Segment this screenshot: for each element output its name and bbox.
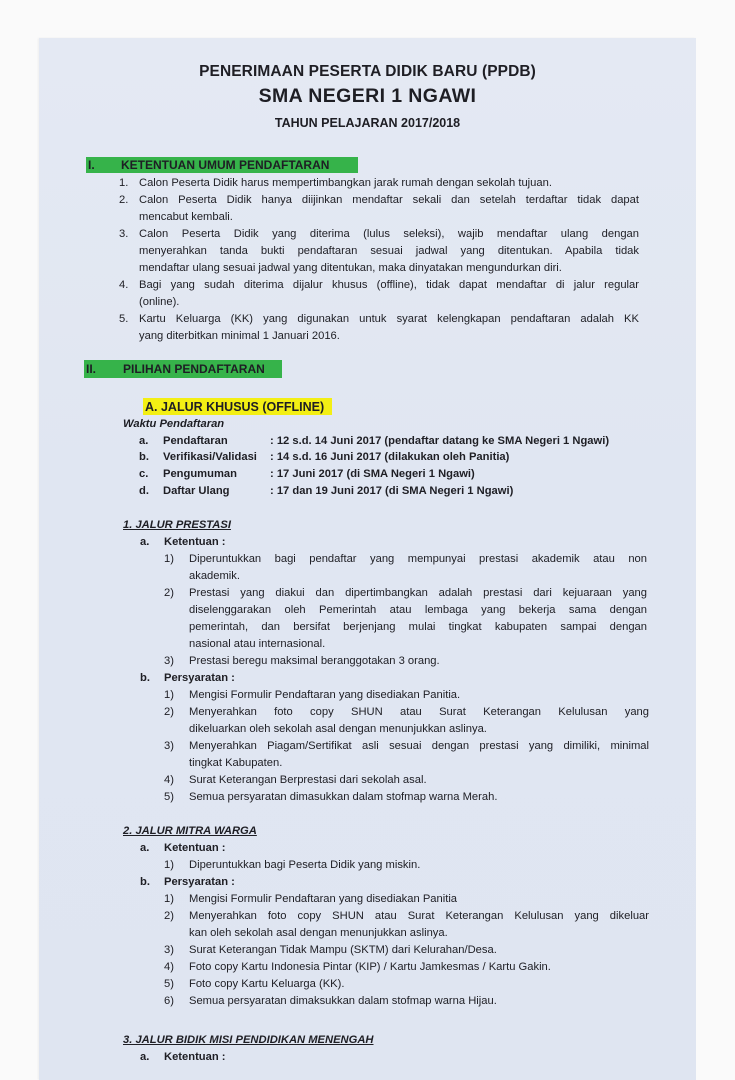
schedule-value: : 17 dan 19 Juni 2017 (di SMA Negeri 1 Ngawi)	[270, 485, 514, 497]
jalur1-persyaratan-item-num: 5)	[164, 791, 174, 803]
jalur1-persyaratan-item-num: 4)	[164, 774, 174, 786]
jalur2-title: 2. JALUR MITRA WARGA	[123, 825, 257, 837]
jalur1-persyaratan-item-line: Mengisi Formulir Pendaftaran yang disediakan Panitia.	[189, 689, 461, 701]
jalur1-ketentuan-item-line: Prestasi yang diakui dan dipertimbangkan adalah prestasi dari kejuaraan yang	[189, 587, 647, 599]
section-1-number: I.	[88, 158, 95, 172]
document-title: PENERIMAAN PESERTA DIDIK BARU (PPDB)	[199, 63, 536, 80]
section-2-number: II.	[86, 362, 97, 376]
schedule-letter: b.	[139, 451, 149, 463]
jalur1-persyaratan-item-num: 1)	[164, 689, 174, 701]
schedule-value: : 12 s.d. 14 Juni 2017 (pendaftar datang ke SMA Negeri 1 Ngawi)	[270, 435, 610, 447]
section-1-item-num: 2.	[119, 194, 129, 206]
schedule-label: Verifikasi/Validasi	[163, 451, 257, 463]
schedule-label: Pengumuman	[163, 468, 237, 480]
section-1-item-line: mencabut kembali.	[139, 211, 233, 223]
jalur1-ketentuan-title: Ketentuan :	[164, 536, 226, 548]
jalur1-persyaratan-item-line: tingkat Kabupaten.	[189, 757, 283, 769]
jalur2-persyaratan-item-num: 1)	[164, 893, 174, 905]
jalur1-ketentuan-item-line: akademik.	[189, 570, 240, 582]
jalur1-ketentuan-item-num: 1)	[164, 553, 174, 565]
section-1-item-line: (online).	[139, 296, 180, 308]
section-1-item-line: yang diterbitkan minimal 1 Januari 2016.	[139, 330, 340, 342]
jalur1-persyaratan-item-num: 3)	[164, 740, 174, 752]
jalur1-persyaratan-item-line: Menyerahkan foto copy SHUN atau Surat Keterangan Kelulusan yang	[189, 706, 649, 718]
schedule-letter: a.	[139, 435, 149, 447]
jalur1-persyaratan-title: Persyaratan :	[164, 672, 235, 684]
schedule-label: Daftar Ulang	[163, 485, 230, 497]
jalur2-persyaratan-item-num: 2)	[164, 910, 174, 922]
section-1-item-line: mendaftar ulang sesuai jadwal yang ditentukan, maka dinyatakan mengundurkan diri.	[139, 262, 562, 274]
jalur1-title: 1. JALUR PRESTASI	[123, 519, 231, 531]
schedule-label: Pendaftaran	[163, 435, 228, 447]
jalur1-ketentuan-letter: a.	[140, 536, 150, 548]
jalur1-persyaratan-item-line: Menyerahkan Piagam/Sertifikat asli sesuai dengan prestasi yang dimiliki, minimal	[189, 740, 649, 752]
jalur2-ketentuan-item-num: 1)	[164, 859, 174, 871]
jalur2-persyaratan-item-line: Surat Keterangan Tidak Mampu (SKTM) dari Kelurahan/Desa.	[189, 944, 497, 956]
jalur2-ketentuan-item-line: Diperuntukkan bagi Peserta Didik yang miskin.	[189, 859, 421, 871]
section-1-item-num: 3.	[119, 228, 129, 240]
jalur2-persyaratan-letter: b.	[140, 876, 150, 888]
jalur1-ketentuan-item-line: Prestasi beregu maksimal beranggotakan 3 orang.	[189, 655, 440, 667]
jalur3-ketentuan-title: Ketentuan :	[164, 1051, 226, 1063]
jalur2-persyaratan-item-line: kan oleh sekolah asal dengan menunjukkan aslinya.	[189, 927, 448, 939]
school-name: SMA NEGERI 1 NGAWI	[258, 85, 477, 107]
jalur1-ketentuan-item-line: pemerintah, dan bersifat berjenjang mulai tingkat kabupaten sampai dengan	[189, 621, 647, 633]
section-1-item-line: menyerahkan tanda bukti pendaftaran sesuai jadwal yang ditentukan. Apabila tidak	[139, 245, 639, 257]
jalur2-persyaratan-item-num: 6)	[164, 995, 174, 1007]
jalur1-ketentuan-item-line: Diperuntukkan bagi pendaftar yang mempunyai prestasi akademik atau non	[189, 553, 647, 565]
jalur2-persyaratan-item-num: 3)	[164, 944, 174, 956]
section-1-title: KETENTUAN UMUM PENDAFTARAN	[121, 158, 330, 172]
jalur1-ketentuan-item-num: 2)	[164, 587, 174, 599]
section-1-item-line: Calon Peserta Didik harus mempertimbangkan jarak rumah dengan sekolah tujuan.	[139, 177, 552, 189]
jalur1-ketentuan-item-line: nasional atau internasional.	[189, 638, 326, 650]
section-1-item-line: Bagi yang sudah diterima dijalur khusus (offline), tidak dapat mendaftar di jalur regular	[139, 279, 639, 291]
subsection-a-title: A. JALUR KHUSUS (OFFLINE)	[145, 400, 325, 414]
jalur1-persyaratan-letter: b.	[140, 672, 150, 684]
section-1-item-num: 4.	[119, 279, 129, 291]
section-1-item-line: Kartu Keluarga (KK) yang digunakan untuk syarat kelengkapan pendaftaran adalah KK	[139, 313, 639, 325]
jalur2-ketentuan-title: Ketentuan :	[164, 842, 226, 854]
jalur1-persyaratan-item-line: Semua persyaratan dimasukkan dalam stofmap warna Merah.	[189, 791, 498, 803]
jalur2-persyaratan-item-num: 5)	[164, 978, 174, 990]
section-1-item-line: Calon Peserta Didik hanya diijinkan mendaftar sekali dan setelah terdaftar tidak dapat	[139, 194, 639, 206]
jalur2-persyaratan-title: Persyaratan :	[164, 876, 235, 888]
schedule-letter: c.	[139, 468, 149, 480]
jalur1-ketentuan-item-line: diselenggarakan oleh Pemerintah atau lembaga yang bekerja sama dengan	[189, 604, 647, 616]
jalur3-ketentuan-letter: a.	[140, 1051, 150, 1063]
waktu-pendaftaran-label: Waktu Pendaftaran	[123, 418, 225, 430]
academic-year: TAHUN PELAJARAN 2017/2018	[274, 116, 461, 130]
jalur2-persyaratan-item-line: Foto copy Kartu Indonesia Pintar (KIP) / Kartu Jamkesmas / Kartu Gakin.	[189, 961, 551, 973]
jalur2-ketentuan-letter: a.	[140, 842, 150, 854]
section-1-item-num: 1.	[119, 177, 129, 189]
jalur3-title: 3. JALUR BIDIK MISI PENDIDIKAN MENENGAH	[123, 1034, 374, 1046]
section-2-title: PILIHAN PENDAFTARAN	[123, 362, 265, 376]
jalur2-persyaratan-item-line: Mengisi Formulir Pendaftaran yang disediakan Panitia	[189, 893, 458, 905]
jalur1-ketentuan-item-num: 3)	[164, 655, 174, 667]
jalur2-persyaratan-item-line: Semua persyaratan dimaksukkan dalam stofmap warna Hijau.	[189, 995, 497, 1007]
schedule-letter: d.	[139, 485, 149, 497]
jalur1-persyaratan-item-num: 2)	[164, 706, 174, 718]
jalur2-persyaratan-item-line: Menyerahkan foto copy SHUN atau Surat Keterangan Kelulusan yang dikeluar	[189, 910, 649, 922]
jalur1-persyaratan-item-line: Surat Keterangan Berprestasi dari sekolah asal.	[189, 774, 427, 786]
jalur1-persyaratan-item-line: dikeluarkan oleh sekolah asal dengan menunjukkan aslinya.	[189, 723, 487, 735]
section-1-item-num: 5.	[119, 313, 129, 325]
schedule-value: : 14 s.d. 16 Juni 2017 (dilakukan oleh Panitia)	[270, 451, 510, 463]
section-1-item-line: Calon Peserta Didik yang diterima (lulus seleksi), wajib mendaftar ulang dengan	[139, 228, 639, 240]
jalur2-persyaratan-item-num: 4)	[164, 961, 174, 973]
jalur2-persyaratan-item-line: Foto copy Kartu Keluarga (KK).	[189, 978, 345, 990]
schedule-value: : 17 Juni 2017 (di SMA Negeri 1 Ngawi)	[270, 468, 475, 480]
